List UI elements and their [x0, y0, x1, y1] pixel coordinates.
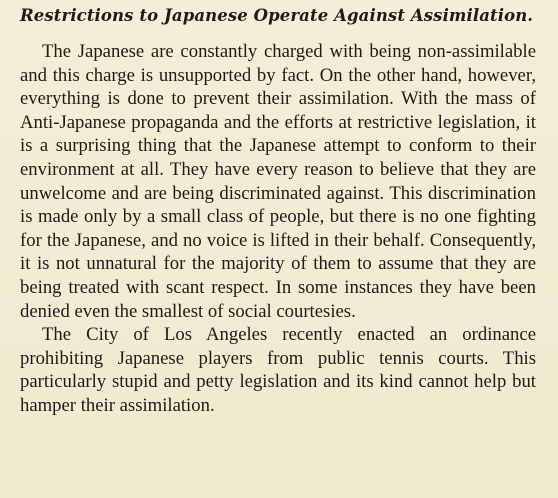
section-heading: Restrictions to Japanese Operate Against Assimilation. [20, 6, 534, 25]
paragraph-1: The Japanese are constantly charged with being non-assimilable and this charge is unsupported by fact. On the other hand, however, everything is done to prevent their assimilation. With the mass of Anti-Japanese propaganda and the efforts at restrictive legislation, it is a surprising thing that the Japanese attempt to conform to their environment at all. They have every reason to believe that they are unwelcome and are being discriminated against. This discrimination is made only by a small class of people, but there is no one fighting for the Japanese, and no voice is lifted in their behalf. Consequently, it is not unnatural for the majority of them to assume that they are being treated with scant respect. In some instances they have been denied even the smallest of social courtesies. [20, 41, 536, 322]
paragraph-2: The City of Los Angeles recently enacted an ordinance prohibiting Japanese players from public tennis courts. This particularly stupid and petty legislation and its kind cannot help but hamper their assimilation. [20, 324, 536, 416]
